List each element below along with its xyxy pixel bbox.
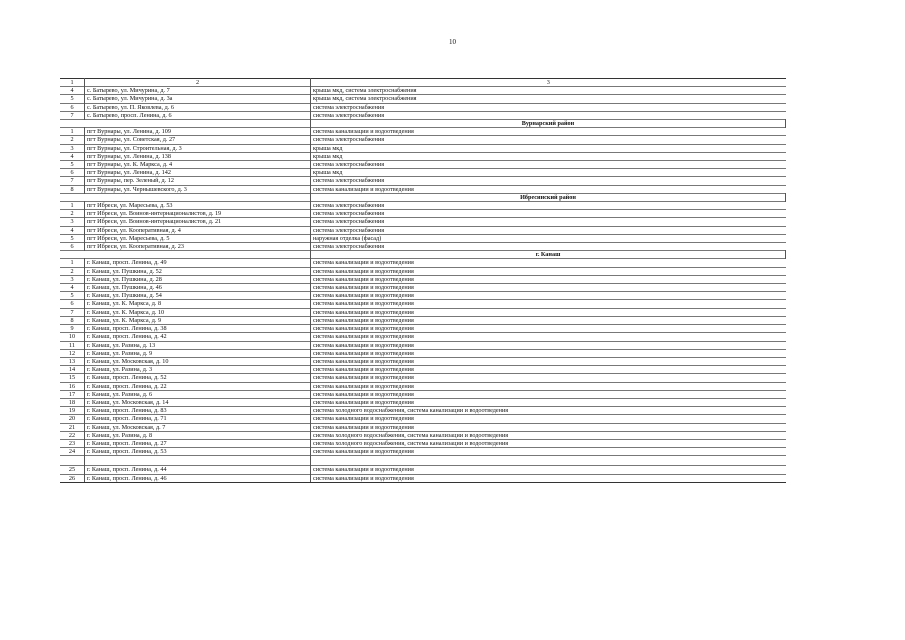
table-row (60, 300, 786, 308)
header-row (60, 79, 786, 87)
table-row (60, 87, 786, 95)
address-cell: пгт Вурнары, ул. Строительная, д. 3 (85, 144, 311, 152)
systems-cell: система электроснабжения (311, 177, 786, 185)
systems-cell: наружная отделка (фасад) (311, 234, 786, 242)
address-cell: г. Канаш, просп. Ленина, д. 71 (85, 415, 311, 423)
address-cell: пгт Ибреси, ул. Воинов-интернационалистов, д. 19 (85, 210, 311, 218)
systems-cell: система холодного водоснабжения, система канализации и водоотведения (311, 407, 786, 415)
row-number: 2 (60, 267, 85, 275)
row-number: 4 (60, 87, 85, 95)
address-cell: г. Канаш, ул. К. Маркса, д. 8 (85, 300, 311, 308)
systems-cell: система канализации и водоотведения (311, 292, 786, 300)
table-row (60, 152, 786, 160)
systems-cell: система электроснабжения (311, 202, 786, 210)
row-number: 12 (60, 349, 85, 357)
systems-cell: система канализации и водоотведения (311, 325, 786, 333)
systems-cell: система электроснабжения (311, 243, 786, 251)
row-number: 20 (60, 415, 85, 423)
spacer-row (60, 456, 786, 466)
address-cell: с. Батырево, просп. Ленина, д. 6 (85, 111, 311, 119)
table-row (60, 177, 786, 185)
row-number: 6 (60, 300, 85, 308)
table-row (60, 284, 786, 292)
systems-cell: система электроснабжения (311, 218, 786, 226)
systems-cell: система канализации и водоотведения (311, 390, 786, 398)
spacer-cell (311, 456, 786, 466)
address-cell: г. Канаш, ул. Разина, д. 13 (85, 341, 311, 349)
systems-cell: система канализации и водоотведения (311, 398, 786, 406)
page-number: 10 (449, 38, 456, 46)
section-empty-cell (85, 120, 311, 128)
address-cell: г. Канаш, ул. Разина, д. 9 (85, 349, 311, 357)
systems-cell: система канализации и водоотведения (311, 466, 786, 474)
address-cell: г. Канаш, просп. Ленина, д. 83 (85, 407, 311, 415)
row-number: 11 (60, 341, 85, 349)
systems-cell: система электроснабжения (311, 136, 786, 144)
row-number: 17 (60, 390, 85, 398)
row-number: 4 (60, 284, 85, 292)
row-number: 1 (60, 128, 85, 136)
table-row (60, 185, 786, 193)
systems-cell: система электроснабжения (311, 103, 786, 111)
systems-cell: система холодного водоснабжения, система канализации и водоотведения (311, 431, 786, 439)
address-cell: пгт Ибреси, ул. Маресьева, д. 5 (85, 234, 311, 242)
row-number: 25 (60, 466, 85, 474)
row-number: 15 (60, 374, 85, 382)
address-cell: пгт Вурнары, ул. Советская, д. 27 (85, 136, 311, 144)
table-row (60, 202, 786, 210)
table-row (60, 466, 786, 474)
section-empty-cell (85, 193, 311, 201)
row-number: 14 (60, 366, 85, 374)
row-number: 18 (60, 398, 85, 406)
systems-cell: крыша мкд (311, 152, 786, 160)
address-cell: г. Канаш, просп. Ленина, д. 22 (85, 382, 311, 390)
table-row (60, 349, 786, 357)
address-cell: пгт Вурнары, ул. Ленина, д. 142 (85, 169, 311, 177)
row-number: 19 (60, 407, 85, 415)
systems-cell: система канализации и водоотведения (311, 423, 786, 431)
row-number: 10 (60, 333, 85, 341)
table-row (60, 357, 786, 365)
section-num-cell (60, 120, 85, 128)
systems-cell: система канализации и водоотведения (311, 128, 786, 136)
address-cell: пгт Ибреси, ул. Кооперативная, д. 23 (85, 243, 311, 251)
row-number: 7 (60, 111, 85, 119)
address-cell: пгт Ибреси, ул. Кооперативная, д. 4 (85, 226, 311, 234)
table-row (60, 234, 786, 242)
table-row (60, 267, 786, 275)
table-row (60, 448, 786, 456)
table-row (60, 374, 786, 382)
systems-cell: система электроснабжения (311, 161, 786, 169)
systems-cell: система канализации и водоотведения (311, 366, 786, 374)
header-col-3: 3 (311, 79, 786, 87)
table-row (60, 136, 786, 144)
systems-cell: система канализации и водоотведения (311, 284, 786, 292)
table-row (60, 333, 786, 341)
row-number: 26 (60, 474, 85, 482)
systems-cell: система канализации и водоотведения (311, 349, 786, 357)
systems-cell: система канализации и водоотведения (311, 374, 786, 382)
row-number: 3 (60, 218, 85, 226)
systems-cell: система канализации и водоотведения (311, 382, 786, 390)
table-row (60, 382, 786, 390)
row-number: 6 (60, 103, 85, 111)
address-cell: пгт Вурнары, ул. Ленина, д. 109 (85, 128, 311, 136)
row-number: 23 (60, 439, 85, 447)
systems-cell: система канализации и водоотведения (311, 185, 786, 193)
systems-cell: система канализации и водоотведения (311, 357, 786, 365)
systems-cell: система канализации и водоотведения (311, 316, 786, 324)
systems-cell: система канализации и водоотведения (311, 474, 786, 482)
address-cell: г. Канаш, ул. Пушкина, д. 28 (85, 275, 311, 283)
systems-cell: крыша мкд (311, 144, 786, 152)
systems-cell: система канализации и водоотведения (311, 275, 786, 283)
section-title: Ибресинский район (311, 193, 786, 201)
row-number: 21 (60, 423, 85, 431)
header-col-1: 1 (60, 79, 85, 87)
row-number: 5 (60, 234, 85, 242)
systems-cell: система канализации и водоотведения (311, 448, 786, 456)
row-number: 3 (60, 144, 85, 152)
table-row (60, 407, 786, 415)
section-empty-cell (85, 251, 311, 259)
table-row (60, 243, 786, 251)
address-cell: г. Канаш, ул. К. Маркса, д. 10 (85, 308, 311, 316)
section-row (60, 193, 786, 201)
row-number: 9 (60, 325, 85, 333)
table-row (60, 259, 786, 267)
systems-cell: система канализации и водоотведения (311, 333, 786, 341)
address-cell: с. Батырево, ул. Мичурина, д. 3а (85, 95, 311, 103)
row-number: 5 (60, 95, 85, 103)
address-cell: г. Канаш, ул. Разина, д. 3 (85, 366, 311, 374)
table-row (60, 415, 786, 423)
table-row (60, 218, 786, 226)
table-row (60, 423, 786, 431)
address-cell: г. Канаш, ул. Разина, д. 6 (85, 390, 311, 398)
address-cell: г. Канаш, ул. Пушкина, д. 54 (85, 292, 311, 300)
row-number: 6 (60, 243, 85, 251)
systems-cell: система канализации и водоотведения (311, 267, 786, 275)
address-cell: с. Батырево, ул. П. Яковлева, д. 6 (85, 103, 311, 111)
row-number: 13 (60, 357, 85, 365)
address-cell: г. Канаш, просп. Ленина, д. 49 (85, 259, 311, 267)
systems-cell: система электроснабжения (311, 111, 786, 119)
table-row (60, 111, 786, 119)
table-row (60, 325, 786, 333)
housing-repair-table (60, 78, 786, 483)
table-row (60, 439, 786, 447)
table-row (60, 292, 786, 300)
table-row (60, 275, 786, 283)
row-number: 16 (60, 382, 85, 390)
address-cell: г. Канаш, просп. Ленина, д. 46 (85, 474, 311, 482)
address-cell: пгт Ибреси, ул. Маресьева, д. 53 (85, 202, 311, 210)
table-row (60, 210, 786, 218)
table-row (60, 169, 786, 177)
systems-cell: система канализации и водоотведения (311, 341, 786, 349)
address-cell: г. Канаш, просп. Ленина, д. 52 (85, 374, 311, 382)
table-row (60, 161, 786, 169)
systems-cell: крыша мкд, система электроснабжения (311, 87, 786, 95)
systems-cell: система электроснабжения (311, 226, 786, 234)
section-row (60, 120, 786, 128)
address-cell: пгт Вурнары, пер. Зеленый, д. 12 (85, 177, 311, 185)
row-number: 8 (60, 185, 85, 193)
address-cell: г. Канаш, просп. Ленина, д. 44 (85, 466, 311, 474)
table-row (60, 474, 786, 482)
address-cell: г. Канаш, просп. Ленина, д. 53 (85, 448, 311, 456)
row-number: 8 (60, 316, 85, 324)
section-num-cell (60, 251, 85, 259)
section-title: г. Канаш (311, 251, 786, 259)
address-cell: г. Канаш, просп. Ленина, д. 27 (85, 439, 311, 447)
table-row (60, 103, 786, 111)
row-number: 1 (60, 259, 85, 267)
header-col-2: 2 (85, 79, 311, 87)
systems-cell: система канализации и водоотведения (311, 308, 786, 316)
systems-cell: крыша мкд (311, 169, 786, 177)
section-num-cell (60, 193, 85, 201)
address-cell: г. Канаш, просп. Ленина, д. 38 (85, 325, 311, 333)
address-cell: с. Батырево, ул. Мичурина, д. 7 (85, 87, 311, 95)
row-number: 7 (60, 177, 85, 185)
systems-cell: крыша мкд, система электроснабжения (311, 95, 786, 103)
row-number: 22 (60, 431, 85, 439)
address-cell: пгт Ибреси, ул. Воинов-интернационалистов, д. 21 (85, 218, 311, 226)
section-title: Вурнарский район (311, 120, 786, 128)
table-row (60, 226, 786, 234)
address-cell: г. Канаш, просп. Ленина, д. 42 (85, 333, 311, 341)
address-cell: пгт Вурнары, ул. Ленина, д. 138 (85, 152, 311, 160)
address-cell: пгт Вурнары, ул. Чернышевского, д. 3 (85, 185, 311, 193)
row-number: 3 (60, 275, 85, 283)
row-number: 4 (60, 226, 85, 234)
systems-cell: система холодного водоснабжения, система канализации и водоотведения (311, 439, 786, 447)
address-cell: пгт Вурнары, ул. К. Маркса, д. 4 (85, 161, 311, 169)
row-number: 5 (60, 292, 85, 300)
table-row (60, 431, 786, 439)
section-row (60, 251, 786, 259)
row-number: 6 (60, 169, 85, 177)
spacer-cell (85, 456, 311, 466)
address-cell: г. Канаш, ул. Пушкина, д. 52 (85, 267, 311, 275)
table-row (60, 398, 786, 406)
table-row (60, 366, 786, 374)
spacer-cell (60, 456, 85, 466)
row-number: 7 (60, 308, 85, 316)
table-row (60, 144, 786, 152)
table-row (60, 128, 786, 136)
address-cell: г. Канаш, ул. Разина, д. 8 (85, 431, 311, 439)
address-cell: г. Канаш, ул. Московская, д. 14 (85, 398, 311, 406)
table-row (60, 95, 786, 103)
row-number: 4 (60, 152, 85, 160)
address-cell: г. Канаш, ул. Пушкина, д. 46 (85, 284, 311, 292)
systems-cell: система канализации и водоотведения (311, 415, 786, 423)
table-row (60, 316, 786, 324)
systems-cell: система канализации и водоотведения (311, 259, 786, 267)
table-body (60, 79, 786, 483)
table-row (60, 390, 786, 398)
address-cell: г. Канаш, ул. Московская, д. 7 (85, 423, 311, 431)
row-number: 24 (60, 448, 85, 456)
row-number: 2 (60, 210, 85, 218)
systems-cell: система канализации и водоотведения (311, 300, 786, 308)
address-cell: г. Канаш, ул. К. Маркса, д. 9 (85, 316, 311, 324)
row-number: 1 (60, 202, 85, 210)
row-number: 5 (60, 161, 85, 169)
address-cell: г. Канаш, ул. Московская, д. 10 (85, 357, 311, 365)
table-row (60, 341, 786, 349)
systems-cell: система электроснабжения (311, 210, 786, 218)
table-row (60, 308, 786, 316)
row-number: 2 (60, 136, 85, 144)
